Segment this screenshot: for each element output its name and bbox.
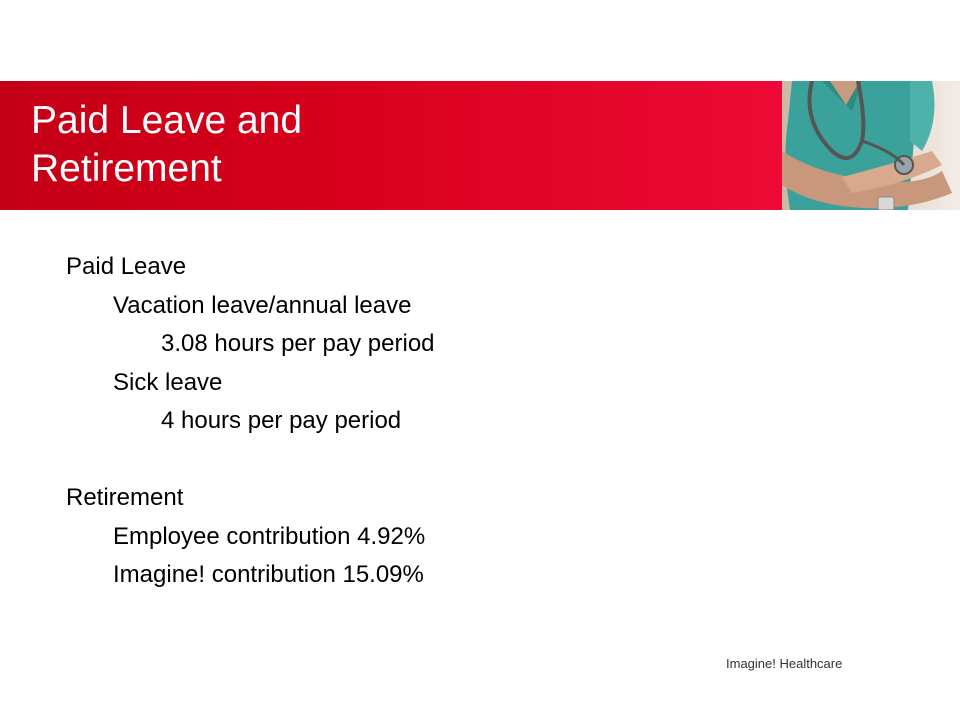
sick-leave-rate: 4 hours per pay period [161, 407, 402, 434]
section-spacer [66, 441, 435, 480]
paid-leave-heading: Paid Leave [66, 253, 187, 280]
retirement-heading: Retirement [66, 484, 184, 511]
footer-text: Imagine! Healthcare [726, 656, 843, 671]
title-line-1: Paid Leave and [31, 99, 303, 142]
sick-leave-label: Sick leave [113, 368, 223, 396]
nurse-illustration [782, 81, 960, 210]
nurse-photo [782, 81, 960, 210]
vacation-leave-label: Vacation leave/annual leave [113, 291, 412, 319]
title-line-2: Retirement [31, 147, 222, 190]
slide-content [66, 248, 435, 595]
employer-contribution: Imagine! contribution 15.09% [113, 561, 424, 588]
vacation-leave-rate: 3.08 hours per pay period [161, 330, 435, 357]
employee-contribution: Employee contribution 4.92% [113, 522, 426, 550]
slide-title [31, 97, 302, 193]
